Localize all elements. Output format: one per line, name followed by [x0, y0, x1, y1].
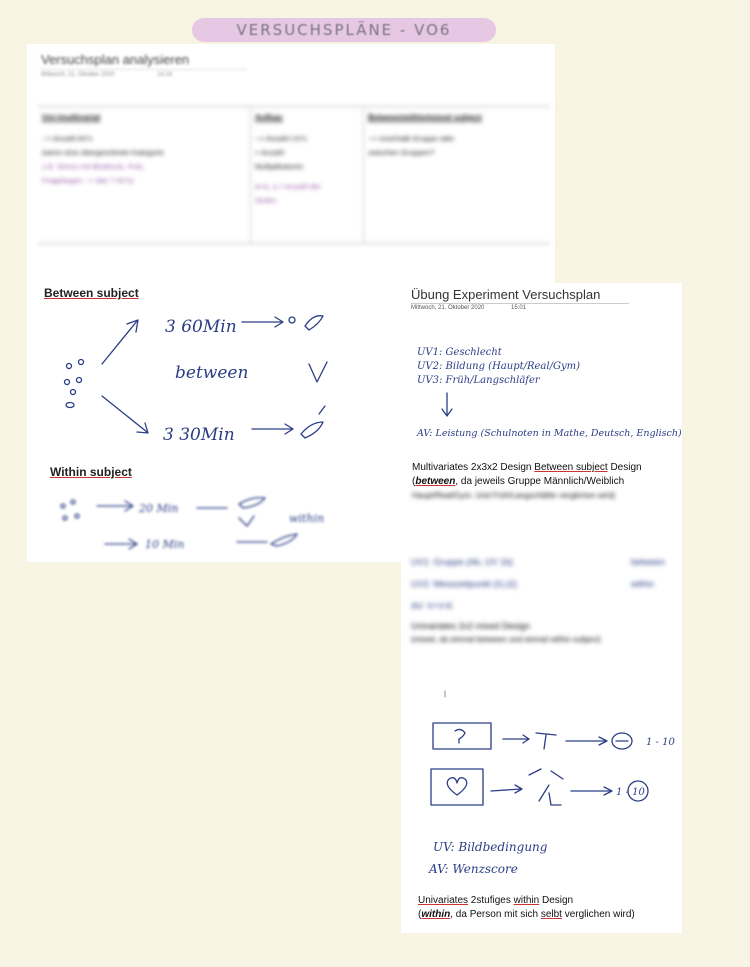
title-banner	[192, 18, 496, 42]
note-uv-bild: UV: Bildbedingung	[433, 840, 548, 854]
caption-text: , da Person mit sich	[450, 909, 541, 920]
caption-text: , da jeweils Gruppe Männlich/Weiblich	[455, 476, 625, 487]
left-page-date: Mittwoch, 21. Oktober 2020	[41, 72, 115, 78]
right-page-time: 15:01	[511, 305, 527, 311]
note-uv3: UV3: Früh/Langschläfer	[417, 375, 540, 386]
caption-text: Design	[607, 462, 642, 473]
page-title: VERSUCHSPLÄNE - VO6	[236, 21, 452, 39]
scale-label-bottom: 1 - 10	[616, 787, 645, 798]
within-subject-label: Within subject	[50, 465, 132, 479]
table-column-subject	[363, 107, 551, 243]
table-column-structure	[250, 107, 364, 243]
sketch-label-20min: 20 Min	[139, 502, 179, 515]
table-cell-line: Multiplikatoren	[255, 162, 304, 171]
table-cell-line: z.B. Stress mit Blutdruck, Puls,	[42, 162, 145, 171]
caption-text: Design	[539, 895, 574, 906]
note-av-score: AV: Wenzscore	[429, 862, 518, 876]
within-design-sketch	[411, 683, 681, 883]
table-cell-line: A×a, a = Anzahl der	[255, 182, 321, 191]
table-cell-line: + Anzahl	[255, 148, 284, 157]
design-caption-univariate	[418, 894, 680, 922]
table-column-variate	[38, 107, 250, 243]
note-line: UV2: Messzeitpunkt (t1,t2)	[411, 579, 518, 589]
sketch-label-10min: 10 Min	[145, 538, 185, 551]
table-cell-line: --> innerhalb Gruppe oder	[368, 134, 455, 143]
scale-label-top: 1 - 10	[646, 737, 675, 748]
caption-text: (mixed, da einmal between und einmal within subject)	[411, 635, 601, 644]
caption-text: Univariates 2x2 mixed Design	[411, 621, 531, 631]
table-cell-line: Stufen	[255, 196, 277, 205]
left-page-title: Versuchsplan analysieren	[41, 52, 190, 67]
note-line: within	[631, 579, 655, 589]
right-page-title: Übung Experiment Versuchsplan	[411, 287, 601, 302]
table-header: Uni-/multivariat	[42, 113, 101, 122]
table-cell-line: (wenn eine übergeordnete Kategorie	[42, 148, 164, 157]
note-uv1: UV1: Geschlecht	[417, 347, 502, 358]
note-av: AV: Leistung (Schulnoten in Mathe, Deutsch, Englisch)	[417, 428, 682, 439]
caption-text: Haupt/Real/Gym. Und Früh/Langschläfer verglichen wird)	[412, 491, 616, 500]
experiment-notes-sketch	[409, 333, 682, 458]
table-cell-line: --> Anzahl UV's	[255, 134, 307, 143]
left-page-time: 14:14	[157, 72, 173, 78]
between-subject-label: Between subject	[44, 286, 139, 300]
table-cell-line: zwischen Gruppen?	[368, 148, 435, 157]
caption-term: Univariates	[418, 895, 469, 906]
table-cell-line: --> Anzahl AV's	[42, 134, 93, 143]
note-line: between	[631, 557, 666, 567]
table-cell-line: Fragebogen --> dan ? AV's)	[42, 176, 134, 185]
title-underline	[411, 303, 629, 304]
sketch-label-30min: 3 30Min	[163, 425, 235, 445]
caption-term: within	[513, 895, 540, 906]
sketch-label-between: between	[175, 363, 249, 383]
table-header: Between/within/mixed subject	[368, 113, 482, 122]
caption-term: between	[415, 476, 456, 487]
between-subject-sketch	[37, 304, 337, 454]
title-underline	[41, 69, 247, 70]
caption-text: verglichen wird)	[561, 909, 635, 920]
mixed-design-notes	[411, 555, 676, 647]
note-line: AV: V+V-K	[411, 601, 453, 611]
within-subject-sketch	[57, 486, 357, 566]
design-caption-multivariate	[412, 461, 677, 503]
caption-term: selbt	[540, 909, 562, 920]
table-header: Aufbau	[255, 113, 283, 122]
sketch-label-60min: 3 60Min	[165, 317, 237, 337]
caption-term: within	[421, 909, 451, 920]
right-page-date: Mittwoch, 21. Oktober 2020	[411, 305, 485, 311]
caption-term: Between subject	[534, 462, 608, 473]
right-note-page	[401, 283, 682, 933]
analysis-table	[38, 106, 550, 244]
note-uv2: UV2: Bildung (Haupt/Real/Gym)	[417, 361, 580, 372]
caption-text: Multivariates 2x3x2 Design	[412, 462, 535, 473]
caption-text: (	[412, 476, 416, 487]
sketch-label-within: within	[289, 512, 325, 525]
note-line: UV1: Gruppe (Ab, UV 1b)	[411, 557, 514, 567]
caption-text: (	[418, 909, 422, 920]
caption-text: 2stufiges	[468, 895, 514, 906]
